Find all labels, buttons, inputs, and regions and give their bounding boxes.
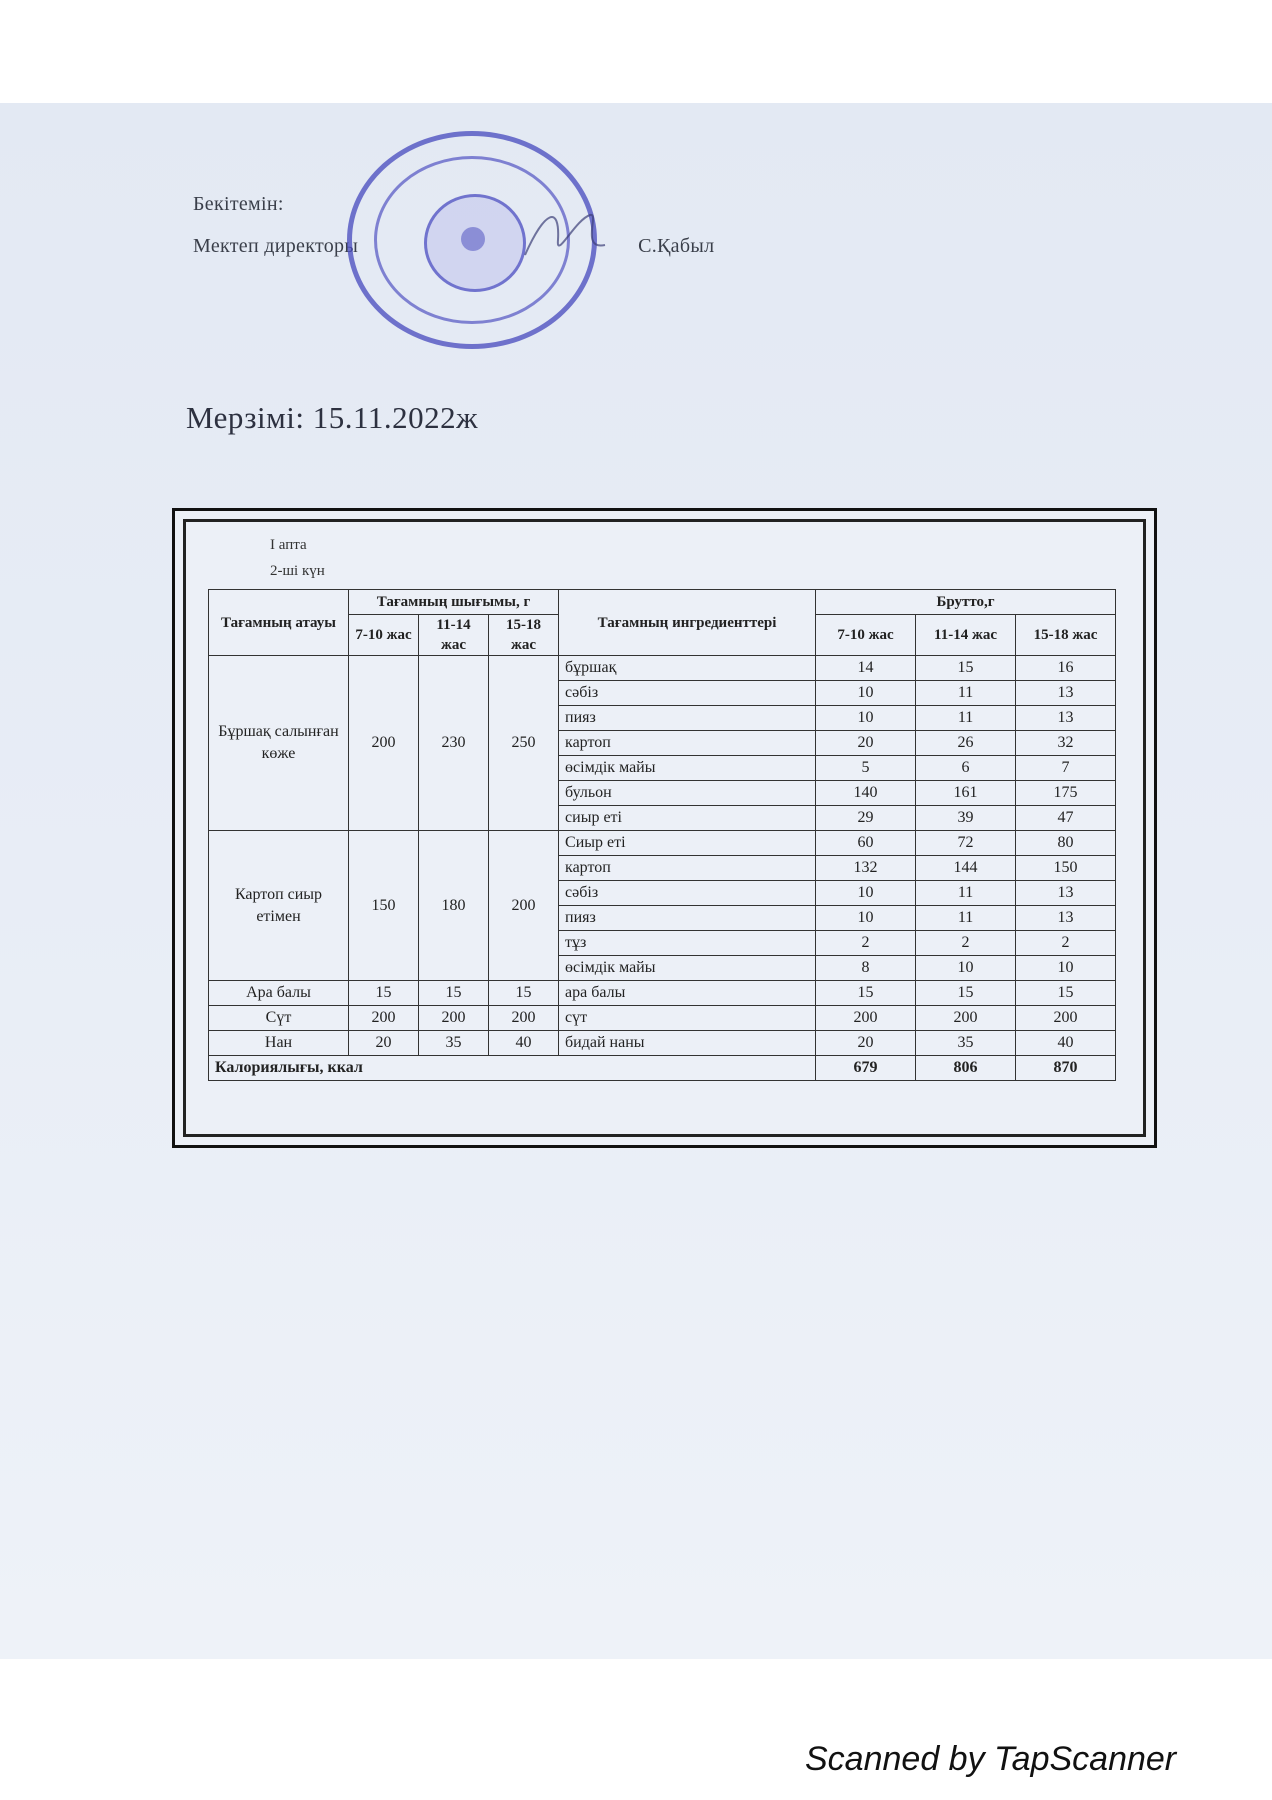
- brutto-value: 72: [916, 831, 1016, 856]
- brutto-value: 2: [1016, 931, 1116, 956]
- brutto-value: 13: [1016, 706, 1116, 731]
- dish-output: 200: [349, 1006, 419, 1031]
- brutto-value: 60: [816, 831, 916, 856]
- dish-name: Бұршақ салынған көже: [209, 656, 349, 831]
- brutto-value: 10: [816, 681, 916, 706]
- ingredient-name: бұршақ: [559, 656, 816, 681]
- brutto-value: 32: [1016, 731, 1116, 756]
- approval-label: Бекітемін:: [193, 193, 284, 215]
- handwritten-signature-icon: [520, 200, 610, 270]
- week-day-label: [270, 532, 325, 584]
- header-brutto-age: 11-14 жас: [916, 615, 1016, 656]
- header-dish: Тағамның атауы: [209, 590, 349, 656]
- dish-output: 250: [489, 656, 559, 831]
- brutto-value: 10: [916, 956, 1016, 981]
- dish-output: 180: [419, 831, 489, 981]
- dish-name: Нан: [209, 1031, 349, 1056]
- brutto-value: 8: [816, 956, 916, 981]
- brutto-value: 200: [1016, 1006, 1116, 1031]
- dish-output: 200: [419, 1006, 489, 1031]
- brutto-value: 35: [916, 1031, 1016, 1056]
- brutto-value: 11: [916, 681, 1016, 706]
- brutto-value: 10: [816, 881, 916, 906]
- dish-name: Сүт: [209, 1006, 349, 1031]
- ingredient-name: өсімдік майы: [559, 956, 816, 981]
- total-label: Калориялығы, ккал: [209, 1056, 816, 1081]
- dish-output: 200: [489, 831, 559, 981]
- ingredient-name: пияз: [559, 906, 816, 931]
- table-row: [209, 981, 1116, 1006]
- brutto-value: 10: [816, 706, 916, 731]
- total-row: [209, 1056, 1116, 1081]
- header-output-age: 11-14 жас: [419, 615, 489, 656]
- brutto-value: 40: [1016, 1031, 1116, 1056]
- table-row: [209, 1031, 1116, 1056]
- date-line: Мерзімі: 15.11.2022ж: [186, 400, 479, 435]
- brutto-value: 13: [1016, 881, 1116, 906]
- brutto-value: 10: [816, 906, 916, 931]
- brutto-value: 6: [916, 756, 1016, 781]
- dish-output: 35: [419, 1031, 489, 1056]
- ingredient-name: пияз: [559, 706, 816, 731]
- table-row: [209, 1006, 1116, 1031]
- brutto-value: 200: [816, 1006, 916, 1031]
- ingredient-name: сәбіз: [559, 681, 816, 706]
- brutto-value: 2: [816, 931, 916, 956]
- week-label: I апта: [270, 537, 307, 553]
- brutto-value: 15: [816, 981, 916, 1006]
- ingredient-name: бульон: [559, 781, 816, 806]
- header-brutto-age: 15-18 жас: [1016, 615, 1116, 656]
- dish-name: Ара балы: [209, 981, 349, 1006]
- day-label: 2-ші күн: [270, 563, 325, 579]
- brutto-value: 13: [1016, 681, 1116, 706]
- dish-output: 15: [349, 981, 419, 1006]
- brutto-value: 7: [1016, 756, 1116, 781]
- brutto-value: 11: [916, 706, 1016, 731]
- dish-output: 150: [349, 831, 419, 981]
- dish-output: 15: [489, 981, 559, 1006]
- brutto-value: 200: [916, 1006, 1016, 1031]
- director-name: С.Қабыл: [638, 235, 715, 257]
- brutto-value: 20: [816, 1031, 916, 1056]
- ingredient-name: тұз: [559, 931, 816, 956]
- header-ingredients: Тағамның ингредиенттері: [559, 590, 816, 656]
- brutto-value: 80: [1016, 831, 1116, 856]
- dish-name: Картоп сиыр етімен: [209, 831, 349, 981]
- dish-output: 200: [489, 1006, 559, 1031]
- brutto-value: 47: [1016, 806, 1116, 831]
- brutto-value: 132: [816, 856, 916, 881]
- dish-output: 200: [349, 656, 419, 831]
- dish-output: 15: [419, 981, 489, 1006]
- total-value: 679: [816, 1056, 916, 1081]
- ingredient-name: бидай наны: [559, 1031, 816, 1056]
- brutto-value: 150: [1016, 856, 1116, 881]
- ingredient-name: сәбіз: [559, 881, 816, 906]
- brutto-value: 26: [916, 731, 1016, 756]
- ingredient-name: сиыр еті: [559, 806, 816, 831]
- dish-output: 40: [489, 1031, 559, 1056]
- header-output-age: 15-18 жас: [489, 615, 559, 656]
- ingredient-name: картоп: [559, 856, 816, 881]
- header-output-age: 7-10 жас: [349, 615, 419, 656]
- brutto-value: 15: [916, 656, 1016, 681]
- ingredient-name: өсімдік майы: [559, 756, 816, 781]
- ingredient-name: Сиыр еті: [559, 831, 816, 856]
- brutto-value: 2: [916, 931, 1016, 956]
- menu-table: [208, 589, 1116, 1081]
- brutto-value: 5: [816, 756, 916, 781]
- brutto-value: 161: [916, 781, 1016, 806]
- brutto-value: 20: [816, 731, 916, 756]
- brutto-value: 175: [1016, 781, 1116, 806]
- total-value: 806: [916, 1056, 1016, 1081]
- scanner-watermark: Scanned by TapScanner: [805, 1740, 1177, 1778]
- header-output: Тағамның шығымы, г: [349, 590, 559, 615]
- ingredient-name: сүт: [559, 1006, 816, 1031]
- brutto-value: 14: [816, 656, 916, 681]
- table-row: [209, 656, 1116, 681]
- brutto-value: 39: [916, 806, 1016, 831]
- brutto-value: 13: [1016, 906, 1116, 931]
- brutto-value: 15: [1016, 981, 1116, 1006]
- director-title: Мектеп директоры: [193, 235, 359, 257]
- header-brutto-age: 7-10 жас: [816, 615, 916, 656]
- brutto-value: 144: [916, 856, 1016, 881]
- brutto-value: 11: [916, 906, 1016, 931]
- header-brutto: Брутто,г: [816, 590, 1116, 615]
- brutto-value: 15: [916, 981, 1016, 1006]
- table-row: [209, 831, 1116, 856]
- ingredient-name: ара балы: [559, 981, 816, 1006]
- brutto-value: 29: [816, 806, 916, 831]
- brutto-value: 11: [916, 881, 1016, 906]
- brutto-value: 10: [1016, 956, 1116, 981]
- dish-output: 230: [419, 656, 489, 831]
- brutto-value: 140: [816, 781, 916, 806]
- dish-output: 20: [349, 1031, 419, 1056]
- ingredient-name: картоп: [559, 731, 816, 756]
- total-value: 870: [1016, 1056, 1116, 1081]
- brutto-value: 16: [1016, 656, 1116, 681]
